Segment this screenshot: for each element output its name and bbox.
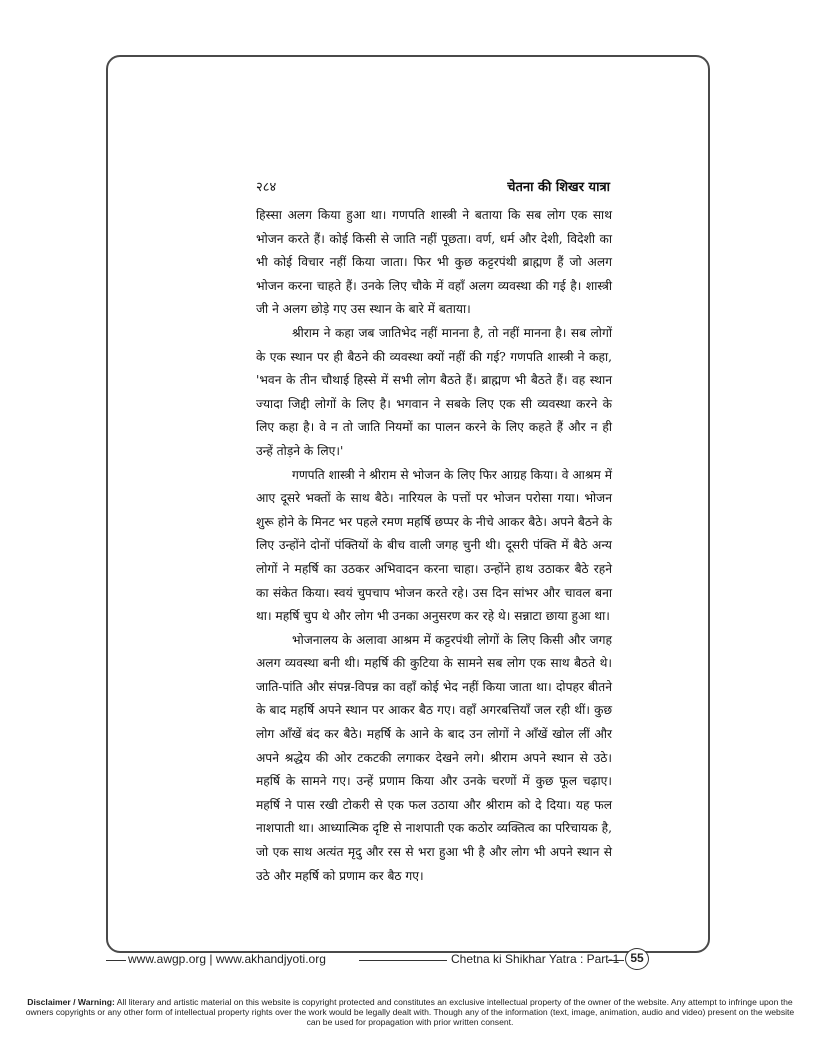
paragraph: गणपति शास्त्री ने श्रीराम से भोजन के लिए फिर आग्रह किया। वे आश्रम में आए दूसरे भक्तों के साथ बैठे। नारियल के पत्तों पर भोजन परोसा गया। भोजन शुरू होने के मिनट भर पहले रमण महर्षि छप्पर के नीचे आकर बैठे। अपने बैठने के लिए उन्होंने दोनों पंक्तियों के बीच वाली जगह चुनी थी। दूसरी पंक्ति में बैठे अन्य लोगों ने महर्षि का उठकर अभिवादन करना चाहा। उन्होंने हाथ उठाकर बैठे रहने का संकेत किया। स्वयं चुपचाप भोजन करते रहे। उस दिन सांभर और चावल बना था। महर्षि चुप थे और लोग भी उनका अनुसरण कर रहे थे। सन्नाटा छाया हुआ था।	[256, 467, 612, 624]
footer-rule	[608, 960, 624, 961]
paragraph: हिस्सा अलग किया हुआ था। गणपति शास्त्री ने बताया कि सब लोग एक साथ भोजन करते हैं। कोई किसी से जाति नहीं पूछता। वर्ण, धर्म और देशी, विदेशी का भी कोई विचार नहीं किया जाता। फिर भी कुछ कट्टरपंथी ब्राह्मण हैं जो अलग भोजन करना चाहते हैं। उनके लिए चौके में वहाँ अलग व्यवस्था की गई है। शास्त्री जी ने अलग छोड़े गए उस स्थान के बारे में बताया।	[256, 208, 612, 317]
running-title: चेतना की शिखर यात्रा	[507, 180, 610, 195]
page-header	[256, 177, 610, 197]
paragraph: श्रीराम ने कहा जब जातिभेद नहीं मानना है, तो नहीं मानना है। सब लोगों के एक स्थान पर ही बैठने की व्यवस्था क्यों नहीं की गई? गणपति शास्त्री ने कहा, 'भवन के तीन चौथाई हिस्से में सभी लोग बैठते हैं। ब्राह्मण भी बैठते हैं। वह स्थान ज्यादा जिद्दी लोगों के लिए है। भगवान ने सबके लिए एक सी व्यवस्था करने के लिए कहा है। वे न तो जाति नियमों का पालन करने के लिए कहते हैं और न ही उन्हें तोड़ने के लिए।'	[256, 325, 612, 458]
body-text	[256, 204, 612, 888]
footer-websites: www.awgp.org | www.akhandjyoti.org	[128, 952, 326, 966]
paragraph: भोजनालय के अलावा आश्रम में कट्टरपंथी लोगों के लिए किसी और जगह अलग व्यवस्था बनी थी। महर्षि की कुटिया के सामने सब लोग एक साथ बैठते थे। जाति-पांति और संपन्न-विपन्न का वहाँ कोई भेद नहीं किया जाता था। दोपहर बीतने के बाद महर्षि अपने स्थान पर आकर बैठ गए। वहाँ अगरबत्तियाँ जल रही थीं। कुछ लोग आँखें बंद कर बैठे। महर्षि के आने के बाद उन लोगों ने आँखें खोल लीं और अपने श्रद्धेय की ओर टकटकी लगाकर देखने लगे। श्रीराम अपने स्थान से उठे। महर्षि के सामने गए। उन्हें प्रणाम किया और उनके चरणों में कुछ फूल चढ़ाए। महर्षि ने पास रखी टोकरी से एक फल उठाया और श्रीराम को दे दिया। यह फल नाशपाती था। आध्यात्मिक दृष्टि से नाशपाती एक कठोर व्यक्तित्व का परिचायक है, जो एक साथ अत्यंत मृदु और रस से भरा हुआ भी है और लोग भी अपने स्थान से उठे और महर्षि को प्रणाम कर बैठ गए।	[256, 632, 612, 883]
footer-book-title: Chetna ki Shikhar Yatra : Part-1	[451, 952, 620, 966]
disclaimer-text: All literary and artistic material on this website is copyright protected and constitutes an exclusive intellectual property of the owner of the website. Any attempt to infringe upon the owners copyrights or any other form of intellectual property rights over the work would be legally dealt with. Though any of the information (text, image, animation, audio and video) present on the website can be used for propagation with prior written consent.	[25, 997, 795, 1027]
footer-rule	[359, 960, 447, 961]
disclaimer-label: Disclaimer / Warning:	[27, 997, 115, 1007]
footer	[106, 950, 710, 970]
disclaimer	[22, 997, 798, 1027]
footer-page-number: 55	[625, 948, 649, 970]
page-number: २८४	[256, 180, 277, 195]
footer-rule	[106, 960, 126, 961]
